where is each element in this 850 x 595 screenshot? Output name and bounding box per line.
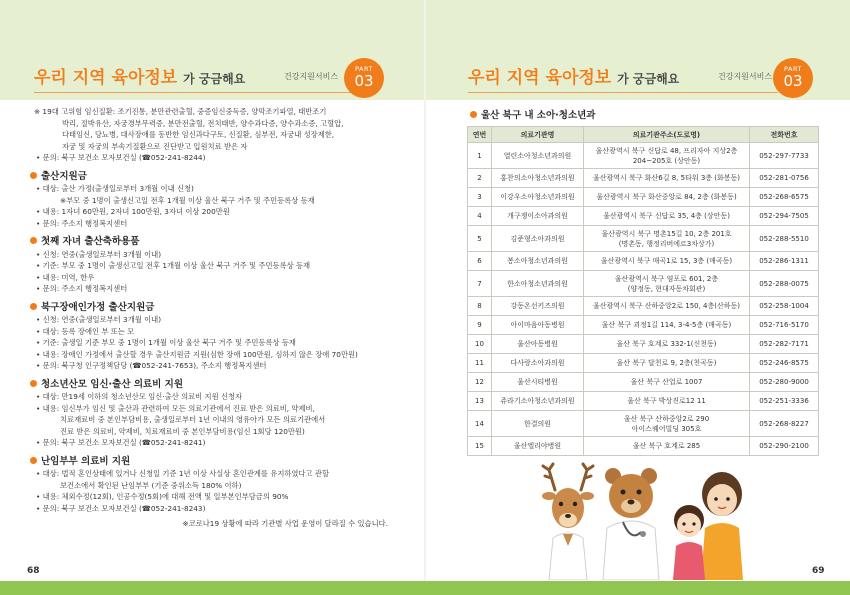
left-section-tag: 건강지원서비스	[284, 72, 339, 81]
cell-address	[584, 207, 750, 226]
col-header-no: 연번	[468, 127, 492, 143]
cell-address	[584, 143, 750, 169]
cell-no: 11	[468, 354, 492, 373]
cell-phone: 052-294-7505	[750, 207, 819, 226]
address-line: 울산광역시 북구 화산6길 8, 5타워 3층 (화봉동)	[592, 174, 741, 182]
cell-name: 김준형소아과의원	[492, 226, 584, 252]
cell-address	[584, 169, 750, 188]
address-line: 울산광역시 북구 산하중앙2로 150, 4층(산하동)	[592, 302, 741, 310]
address-line: 울산광역시 북구 신답로 35, 4층 (상안동)	[603, 212, 730, 220]
cell-phone: 052-297-7733	[750, 143, 819, 169]
address-line: 울산 북구 호계로 285	[632, 442, 701, 450]
table-row	[468, 373, 819, 392]
address-line: 울산광역시 북구 명촌15길 10, 2층 201호	[601, 229, 732, 238]
cell-name: 울산시티병원	[492, 373, 584, 392]
cell-address	[584, 354, 750, 373]
address-line: 울산광역시 북구 신답로 48, 프리자아 지상2층	[595, 146, 738, 155]
cell-no: 5	[468, 226, 492, 252]
address-line: 울산 북구 달천로 9, 2층(천곡동)	[616, 359, 717, 367]
high-risk-note	[30, 106, 400, 152]
list-item: 보건소에서 확인된 난임부부 (기준 중위소득 180% 이하)	[60, 480, 242, 490]
left-page-title	[34, 63, 245, 88]
list-item: • 내용: 장애인 가정에서 출산할 경우 출산지원금 지원(심한 장애 100만원, 심하지 않은 장애 70만원)	[36, 349, 358, 359]
section-first-child-gift	[30, 236, 400, 248]
page-number-left: 68	[27, 566, 40, 576]
list-item: • 문의: 북구 보건소 모자보건실 (☎052-241-8241)	[36, 438, 206, 447]
table-row	[468, 143, 819, 169]
col-header-phone: 전화번호	[750, 127, 819, 143]
cell-phone: 052-281-0756	[750, 169, 819, 188]
covid-footnote: ※코로나19 상황에 따라 기관별 사업 운영이 달라질 수 있습니다.	[182, 519, 388, 528]
right-title-main: 우리 지역 육아정보	[468, 68, 612, 88]
right-part-label: PART	[784, 65, 802, 73]
cell-address	[584, 411, 750, 437]
cell-name: 다사랑소아과의원	[492, 354, 584, 373]
cell-no: 6	[468, 252, 492, 271]
list-item: 진료 받은 의료비, 약제비, 치료재료비 중 본인부담비용(임신 1회당 120만원)	[60, 426, 305, 436]
cell-name: 쥬라기소아청소년과의원	[492, 392, 584, 411]
right-title-underline	[468, 92, 778, 93]
table-row	[468, 392, 819, 411]
cell-name: 이강우소아청소년과의원	[492, 188, 584, 207]
list-item: • 내용: 1자녀 60만원, 2자녀 100만원, 3자녀 이상 200만원	[36, 207, 230, 216]
section-title: 청소년산모 임신·출산 의료비 지원	[41, 378, 184, 390]
cell-phone: 052-246-8575	[750, 354, 819, 373]
table-row	[468, 316, 819, 335]
bullet-dot-icon	[470, 111, 477, 118]
cell-name: 한결의원	[492, 411, 584, 437]
cell-no: 13	[468, 392, 492, 411]
cell-phone: 052-251-3336	[750, 392, 819, 411]
list-item: • 문의: 북구청 인구정책담당 (☎052-241-7653), 주소지 행정복지센터	[36, 361, 267, 370]
table-row	[468, 271, 819, 297]
list-item: • 대상: 등록 장애인 부 또는 모	[36, 326, 135, 336]
list-item: • 문의: 주소지 행정복지센터	[36, 218, 128, 228]
table-row	[468, 411, 819, 437]
cell-no: 7	[468, 271, 492, 297]
bullet-dot-icon	[30, 380, 37, 387]
hospital-table	[467, 126, 819, 456]
left-title-small: 가 궁금해요	[183, 72, 246, 86]
cell-no: 9	[468, 316, 492, 335]
list-item: • 내용: 체외수정(12회), 인공수정(5회)에 대해 전액 및 일부본인부담금의 90%	[36, 492, 289, 501]
bottom-green-bar	[0, 581, 850, 595]
right-title-small: 가 궁금해요	[617, 72, 680, 86]
list-item: ※부모 중 1명이 출생신고일 전후 1개월 이상 울산 북구 거주 및 주민등록상 등재	[60, 195, 315, 205]
section-birth-subsidy	[30, 171, 400, 183]
section-teen-mother-support	[30, 379, 400, 391]
cell-no: 3	[468, 188, 492, 207]
cell-name: 아이마음아동병원	[492, 316, 584, 335]
list-item: 치료재료비 중 본인부담비용, 출생일로부터 1년 이내의 영유아가 모든 의료기관에서	[60, 415, 326, 424]
list-item: • 대상: 법적 혼인상태에 있거나 신청일 기준 1년 이상 사실상 혼인관계를 유지하였다고 관할	[36, 469, 329, 478]
section-title: 출산지원금	[41, 170, 87, 182]
list-item: • 문의: 북구 보건소 모자보건실 (☎052-241-8243)	[36, 503, 206, 513]
cell-phone: 052-290-2100	[750, 437, 819, 456]
bear-doctor-icon	[603, 468, 659, 580]
cell-phone: 052-288-5510	[750, 226, 819, 252]
section-title: 울산 북구 내 소아·청소년과	[481, 110, 596, 121]
address-line: 울산 북구 괴정1길 114, 3-4-5층 (매곡동)	[601, 321, 732, 329]
cell-address	[584, 316, 750, 335]
cell-no: 1	[468, 143, 492, 169]
left-part-badge	[344, 58, 384, 98]
table-row	[468, 354, 819, 373]
table-row	[468, 226, 819, 252]
address-line: 울산 북구 산하중앙2로 290	[623, 414, 710, 423]
cell-address	[584, 392, 750, 411]
section-disabled-family-subsidy	[30, 302, 400, 314]
address-line: 아이스퀘어빌딩 305호	[631, 424, 702, 433]
hospital-section-title	[470, 107, 595, 121]
address-line: 울산광역시 북구 염포로 601, 2층	[614, 274, 719, 283]
list-item: • 대상: 출산 가정(출생일로부터 3개월 이내 신청)	[36, 184, 194, 193]
cell-name: 홍찬의소아청소년과의원	[492, 169, 584, 188]
list-item: • 내용: 임신부가 임신 및 출산과 관련하여 모든 의료기관에서 진료 받은 의료비, 약제비,	[36, 403, 315, 413]
right-page-title	[468, 63, 679, 88]
address-line: 울산광역시 북구 매곡1로 15, 3층 (매곡동)	[600, 257, 733, 265]
table-row	[468, 437, 819, 456]
section-infertility-support	[30, 456, 400, 468]
note-contact: • 문의: 북구 보건소 모자보건실 (☎052-241-8244)	[36, 153, 206, 162]
left-page-content	[30, 106, 400, 530]
cell-address	[584, 188, 750, 207]
note-line: 다태임신, 당뇨병, 대사장애를 동반한 임신과다구토, 신질환, 심부전, 자궁내 성장제한,	[62, 130, 335, 139]
cell-address	[584, 271, 750, 297]
address-line: 204~205호 (상안동)	[632, 156, 701, 165]
address-line: 울산 북구 박상진로12 11	[627, 397, 706, 405]
bullet-dot-icon	[30, 303, 37, 310]
cell-address	[584, 335, 750, 354]
right-part-badge	[773, 58, 813, 98]
cell-no: 14	[468, 411, 492, 437]
cell-name: 강동온선키즈의원	[492, 297, 584, 316]
table-row	[468, 297, 819, 316]
table-row	[468, 169, 819, 188]
list-item: • 기준: 출생일 기준 부모 중 1명이 1개월 이상 울산 북구 거주 및 주민등록상 등재	[36, 338, 296, 347]
left-title-main: 우리 지역 육아정보	[34, 68, 178, 88]
cell-phone: 052-286-1311	[750, 252, 819, 271]
address-line: (양정동, 현대자동차회관)	[627, 284, 706, 293]
cell-name: 울산엘리야병원	[492, 437, 584, 456]
cell-phone: 052-282-7171	[750, 335, 819, 354]
cell-no: 2	[468, 169, 492, 188]
list-item: • 대상: 만19세 이하의 청소년산모 임신·출산 의료비 지원 신청자	[36, 392, 243, 401]
section-title: 난임부부 의료비 지원	[41, 455, 131, 467]
cell-phone: 052-258-1004	[750, 297, 819, 316]
table-header-row	[468, 127, 819, 143]
cell-address	[584, 297, 750, 316]
deer-doctor-icon	[542, 464, 594, 580]
cell-phone: 052-288-0075	[750, 271, 819, 297]
address-line: 울산광역시 북구 화산중앙로 84, 2층 (화봉동)	[596, 193, 737, 201]
page-gutter	[424, 0, 426, 595]
cell-address	[584, 373, 750, 392]
hospital-table-body	[468, 143, 819, 456]
cell-name: 열린소아청소년과의원	[492, 143, 584, 169]
bullet-dot-icon	[30, 457, 37, 464]
cell-phone: 052-268-8227	[750, 411, 819, 437]
table-row	[468, 188, 819, 207]
left-title-underline	[34, 92, 376, 93]
list-item: • 신청: 연중(출생일로부터 3개월 이내)	[36, 249, 162, 259]
cell-name: 한소아청소년과의원	[492, 271, 584, 297]
left-part-label: PART	[355, 65, 373, 73]
cell-no: 15	[468, 437, 492, 456]
address-line: 울산 북구 호계로 332-1(신천동)	[616, 340, 717, 348]
cell-no: 10	[468, 335, 492, 354]
right-section-tag: 건강지원서비스	[718, 72, 773, 81]
cell-name: 봉소아청소년과의원	[492, 252, 584, 271]
section-title: 북구장애인가정 출산지원금	[41, 301, 155, 313]
cell-phone: 052-268-6575	[750, 188, 819, 207]
section-title: 첫째 자녀 출산축하용품	[41, 236, 140, 247]
note-line: 박리, 절박유산, 자궁경부무력증, 분만전출혈, 전치태반, 양수과다증, 양수과소증, 고혈압,	[62, 118, 344, 128]
mother-icon	[701, 472, 743, 580]
left-part-number: 03	[354, 72, 374, 90]
col-header-name: 의료기관명	[492, 127, 584, 143]
page-number-right: 69	[812, 566, 825, 576]
table-row	[468, 252, 819, 271]
cell-name: 울산아동병원	[492, 335, 584, 354]
bullet-dot-icon	[30, 172, 37, 179]
cell-no: 12	[468, 373, 492, 392]
child-icon	[673, 505, 705, 580]
address-line: (명촌동, 행정리버에르3차상가)	[618, 239, 715, 248]
list-item: • 신청: 연중(출생일로부터 3개월 이내)	[36, 315, 162, 324]
list-item: • 내용: 미역, 한우	[36, 272, 95, 282]
cell-phone: 052-716-5170	[750, 316, 819, 335]
note-line: ※ 19대 고위험 임신질환: 조기진통, 분만관련출혈, 중증임신중독증, 양막조기파열, 태반조기	[34, 107, 327, 116]
cell-name: 개구쟁이소아과의원	[492, 207, 584, 226]
list-item: • 기준: 부모 중 1명이 출생신고일 전후 1개월 이상 울산 북구 거주 및 주민등록상 등재	[36, 261, 311, 270]
cell-phone: 052-280-9000	[750, 373, 819, 392]
cell-address	[584, 226, 750, 252]
cell-address	[584, 437, 750, 456]
address-line: 울산 북구 산업로 1007	[630, 378, 703, 386]
table-row	[468, 335, 819, 354]
table-row	[468, 207, 819, 226]
doctor-animals-illustration	[537, 462, 755, 580]
right-part-number: 03	[783, 72, 803, 90]
cell-no: 4	[468, 207, 492, 226]
note-line: 자궁 및 자궁의 부속기질환으로 진단받고 입원치료 받은 자	[62, 141, 248, 151]
cell-no: 8	[468, 297, 492, 316]
cell-address	[584, 252, 750, 271]
list-item: • 문의: 주소지 행정복지센터	[36, 284, 128, 293]
bullet-dot-icon	[30, 237, 37, 244]
col-header-address: 의료기관주소(도로명)	[584, 127, 750, 143]
